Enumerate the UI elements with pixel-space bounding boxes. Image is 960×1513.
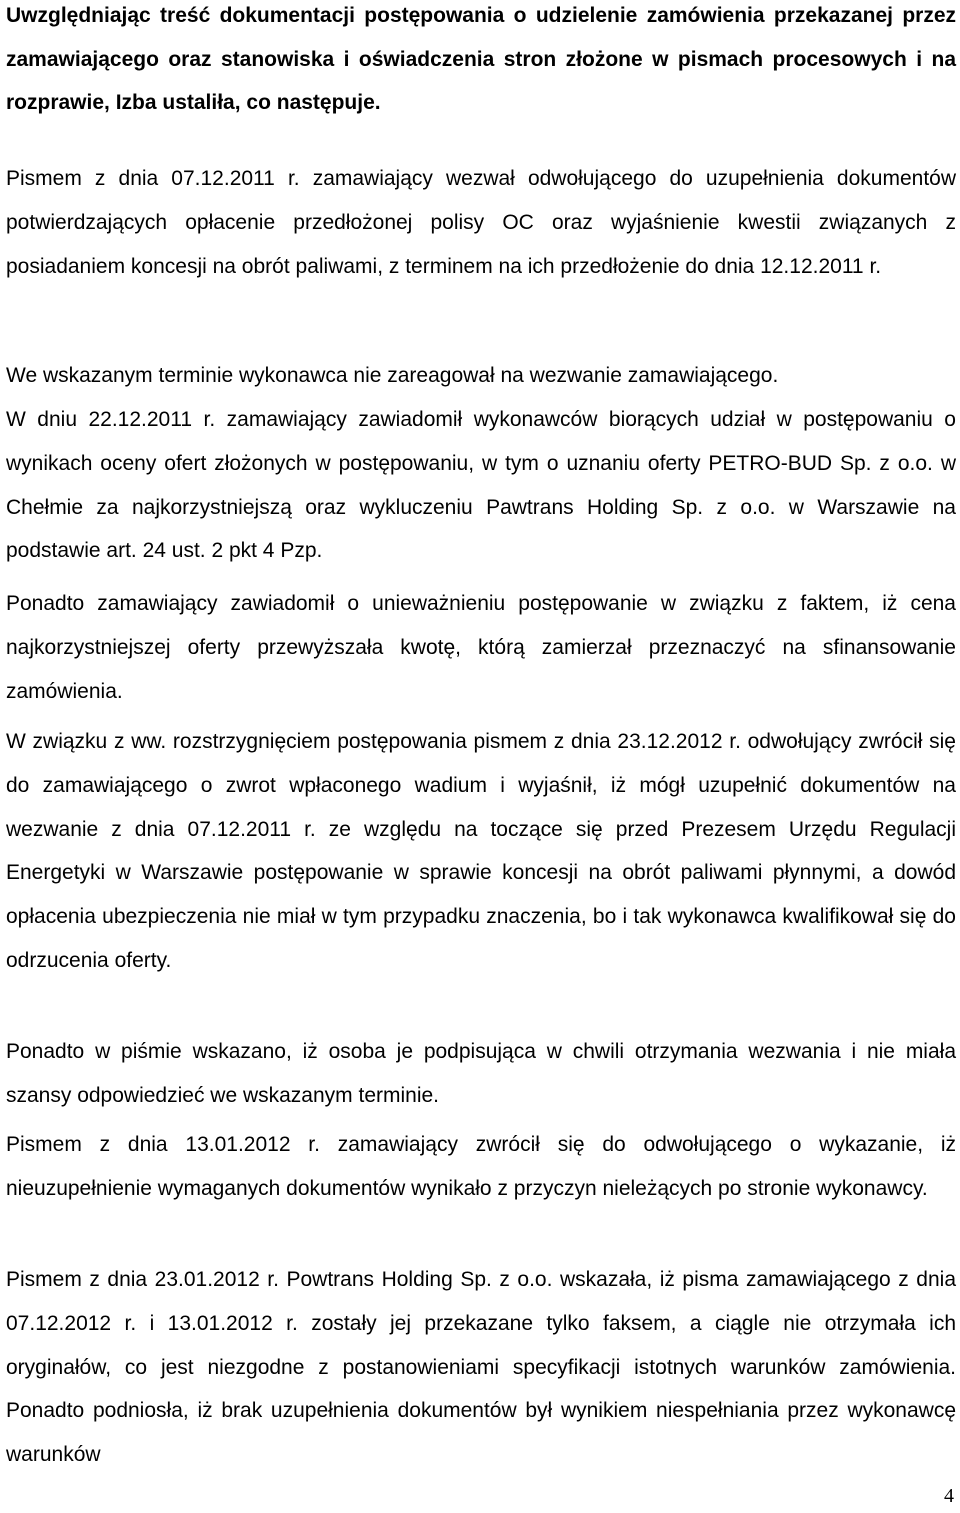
paragraph-8: Pismem z dnia 23.01.2012 r. Powtrans Holding Sp. z o.o. wskazała, iż pisma zamawiającego z dnia 07.12.2012 r. i 13.01.2012 r. zostały jej przekazane tylko faksem, a ciągle nie otrzymała ich oryginałów, co jest niezgodne z postanowieniami specyfikacji istotnych warunków zamówienia. Ponadto podniosła, iż brak uzupełnienia dokumentów był wynikiem niespełniania przez wykonawcę warunków	[6, 1268, 956, 1467]
paragraph-5: W związku z ww. rozstrzygnięciem postępowania pismem z dnia 23.12.2012 r. odwołujący zwrócił się do zamawiającego o zwrot wpłaconego wadium i wyjaśnił, iż mógł uzupełnić dokumentów na wezwanie z dnia 07.12.2011 r. ze względu na toczące się przed Prezesem Urzędu Regulacji Energetyki w Warszawie postępowanie w sprawie koncesji na obrót paliwami płynnymi, a dowód opłacenia ubezpieczenia nie miał w tym przypadku znaczenia, bo i tak wykonawca kwalifikował się do odrzucenia oferty.	[6, 730, 956, 972]
paragraph-2: We wskazanym terminie wykonawca nie zareagował na wezwanie zamawiającego.	[6, 364, 779, 387]
paragraph-1: Pismem z dnia 07.12.2011 r. zamawiający wezwał odwołującego do uzupełnienia dokumentów potwierdzających opłacenie przedłożonej polisy OC oraz wyjaśnienie kwestii związanych z posiadaniem koncesji na obrót paliwami, z terminem na ich przedłożenie do dnia 12.12.2011 r.	[6, 167, 956, 278]
paragraph-6: Ponadto w piśmie wskazano, iż osoba je podpisująca w chwili otrzymania wezwania i nie miała szansy odpowiedzieć we wskazanym terminie.	[6, 1040, 956, 1107]
paragraph-3: W dniu 22.12.2011 r. zamawiający zawiadomił wykonawców biorących udział w postępowaniu o wynikach oceny ofert złożonych w postępowaniu, w tym o uznaniu oferty PETRO-BUD Sp. z o.o. w Chełmie za najkorzystniejszą oraz wykluczeniu Pawtrans Holding Sp. z o.o. w Warszawie na podstawie art. 24 ust. 2 pkt 4 Pzp.	[6, 408, 956, 563]
page-number: 4	[944, 1485, 954, 1507]
paragraph-4: Ponadto zamawiający zawiadomił o unieważnieniu postępowanie w związku z faktem, iż cena najkorzystniejszej oferty przewyższała kwotę, którą zamierzał przeznaczyć na sfinansowanie zamówienia.	[6, 592, 956, 703]
document-page	[6, 0, 956, 1513]
paragraph-7: Pismem z dnia 13.01.2012 r. zamawiający zwrócił się do odwołującego o wykazanie, iż nieuzupełnienie wymaganych dokumentów wynikało z przyczyn nieleżących po stronie wykonawcy.	[6, 1133, 956, 1200]
intro-paragraph: Uwzględniając treść dokumentacji postępowania o udzielenie zamówienia przekazanej przez zamawiającego oraz stanowiska i oświadczenia stron złożone w pismach procesowych i na rozprawie, Izba ustaliła, co następuje.	[6, 4, 956, 114]
